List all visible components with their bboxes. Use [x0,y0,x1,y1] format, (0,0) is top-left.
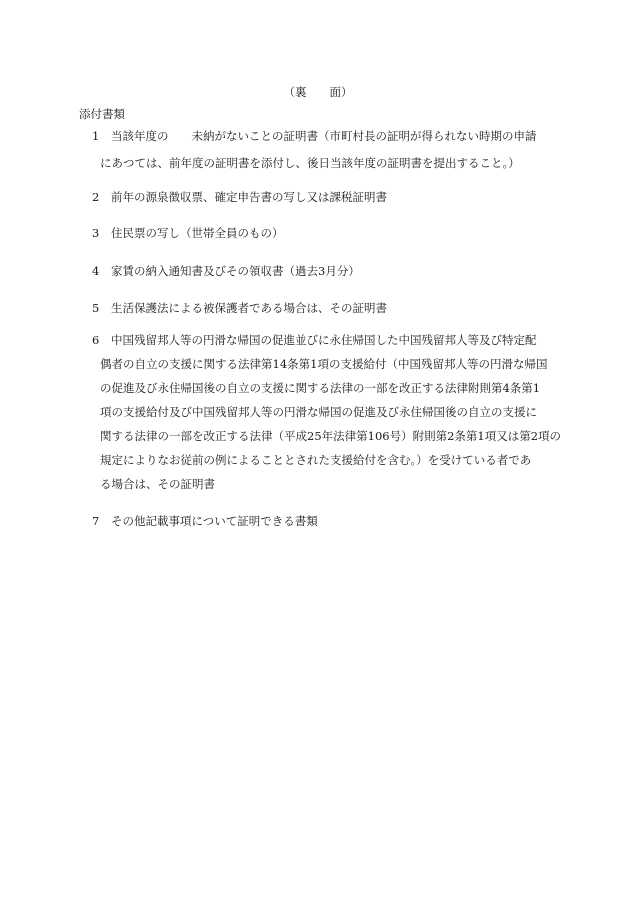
item-number: 4 [92,264,100,278]
item-number: 3 [92,226,100,240]
item-number: 6 [92,333,100,347]
item-text-line: にあつては、前年度の証明書を添付し、後日当該年度の証明書を提出すること。） [100,156,520,170]
item-number: 2 [92,190,100,204]
item-text-line: 規定によりなお従前の例によることとされた支援給付を含む。）を受けている者であ [100,453,532,467]
item-number: 1 [92,129,100,143]
item-text-line: 家賃の納入通知書及びその領収書（過去3月分） [111,264,360,278]
item-text-line: 当該年度の 未納がないことの証明書（市町村長の証明が得られない時期の申請 [111,129,537,143]
item-number: 5 [92,301,100,315]
item-text-line: 関する法律の一部を改正する法律（平成25年法律第106号）附則第2条第1項又は第2項の [100,429,562,443]
item-number: 7 [92,514,100,528]
item-text-line: 項の支援給付及び中国残留邦人等の円滑な帰国の促進及び永住帰国後の自立の支援に [100,405,537,419]
item-text-line: の促進及び永住帰国後の自立の支援に関する法律の一部を改正する法律附則第4条第1 [100,381,541,395]
item-text-line: る場合は、その証明書 [100,477,215,491]
page-heading: （裏 面） [283,85,353,99]
item-text-line: 住民票の写し（世帯全員のもの） [111,226,284,240]
item-text-line: 生活保護法による被保護者である場合は、その証明書 [111,301,387,315]
item-text-line: 偶者の自立の支援に関する法律第14条第1項の支援給付（中国残留邦人等の円滑な帰国 [100,357,548,371]
attachments-title: 添付書類 [79,107,125,121]
item-text-line: その他記載事項について証明できる書類 [111,514,318,528]
item-text-line: 前年の源泉徴収票、確定申告書の写し又は課税証明書 [111,190,387,204]
item-text-line: 中国残留邦人等の円滑な帰国の促進並びに永住帰国した中国残留邦人等及び特定配 [111,333,537,347]
